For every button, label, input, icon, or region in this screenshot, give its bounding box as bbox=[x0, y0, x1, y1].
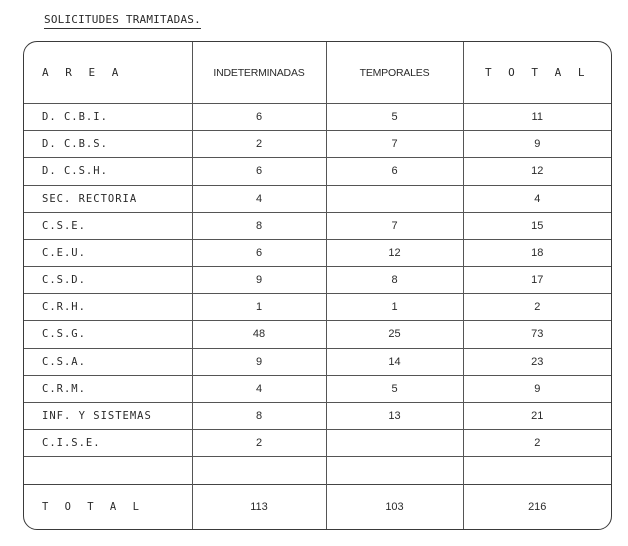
cell-area: C.S.G. bbox=[24, 321, 192, 348]
cell-temporales: 13 bbox=[326, 402, 463, 429]
totals-label: T O T A L bbox=[24, 485, 192, 530]
cell-area: C.E.U. bbox=[24, 239, 192, 266]
cell-indeterminadas: 6 bbox=[192, 239, 326, 266]
table-row bbox=[24, 104, 611, 131]
column-header-area: A R E A bbox=[42, 66, 124, 79]
cell-area: C.S.D. bbox=[24, 267, 192, 294]
cell-area: SEC. RECTORIA bbox=[24, 185, 192, 212]
table-row bbox=[24, 212, 611, 239]
table-row bbox=[24, 348, 611, 375]
blank-row bbox=[24, 457, 611, 485]
column-header-total: T O T A L bbox=[463, 42, 611, 104]
cell-temporales: 5 bbox=[326, 104, 463, 131]
table-row bbox=[24, 185, 611, 212]
cell-temporales bbox=[326, 185, 463, 212]
cell-total: 4 bbox=[463, 185, 611, 212]
cell-total: 9 bbox=[463, 131, 611, 158]
blank-cell bbox=[192, 457, 326, 485]
cell-area: C.S.A. bbox=[24, 348, 192, 375]
cell-temporales bbox=[326, 430, 463, 457]
totals-temporales: 103 bbox=[326, 485, 463, 530]
table-body bbox=[24, 104, 611, 485]
table-row bbox=[24, 131, 611, 158]
blank-cell bbox=[326, 457, 463, 485]
cell-total: 11 bbox=[463, 104, 611, 131]
cell-indeterminadas: 6 bbox=[192, 104, 326, 131]
cell-total: 73 bbox=[463, 321, 611, 348]
cell-temporales: 5 bbox=[326, 375, 463, 402]
cell-indeterminadas: 9 bbox=[192, 348, 326, 375]
totals-total: 216 bbox=[463, 485, 611, 530]
cell-temporales: 8 bbox=[326, 267, 463, 294]
cell-temporales: 25 bbox=[326, 321, 463, 348]
totals-row bbox=[24, 485, 611, 530]
cell-indeterminadas: 2 bbox=[192, 430, 326, 457]
cell-total: 9 bbox=[463, 375, 611, 402]
cell-area: C.R.M. bbox=[24, 375, 192, 402]
header-row bbox=[24, 42, 611, 104]
table-row bbox=[24, 239, 611, 266]
cell-temporales: 7 bbox=[326, 212, 463, 239]
cell-total: 18 bbox=[463, 239, 611, 266]
requests-table bbox=[24, 42, 611, 529]
totals-indeterminadas: 113 bbox=[192, 485, 326, 530]
table-row bbox=[24, 294, 611, 321]
table-row bbox=[24, 430, 611, 457]
cell-area: D. C.S.H. bbox=[24, 158, 192, 185]
cell-total: 12 bbox=[463, 158, 611, 185]
table-row bbox=[24, 321, 611, 348]
cell-temporales: 12 bbox=[326, 239, 463, 266]
cell-total: 15 bbox=[463, 212, 611, 239]
cell-indeterminadas: 4 bbox=[192, 375, 326, 402]
cell-temporales: 7 bbox=[326, 131, 463, 158]
cell-indeterminadas: 8 bbox=[192, 402, 326, 429]
cell-indeterminadas: 6 bbox=[192, 158, 326, 185]
cell-total: 21 bbox=[463, 402, 611, 429]
cell-temporales: 14 bbox=[326, 348, 463, 375]
cell-temporales: 1 bbox=[326, 294, 463, 321]
cell-area: C.R.H. bbox=[24, 294, 192, 321]
requests-table-frame bbox=[23, 41, 612, 530]
cell-area: C.I.S.E. bbox=[24, 430, 192, 457]
cell-area: INF. Y SISTEMAS bbox=[24, 402, 192, 429]
cell-area: D. C.B.S. bbox=[24, 131, 192, 158]
cell-area: D. C.B.I. bbox=[24, 104, 192, 131]
cell-total: 2 bbox=[463, 430, 611, 457]
cell-temporales: 6 bbox=[326, 158, 463, 185]
table-row bbox=[24, 158, 611, 185]
cell-area: C.S.E. bbox=[24, 212, 192, 239]
document-title: SOLICITUDES TRAMITADAS. bbox=[44, 13, 201, 29]
cell-indeterminadas: 48 bbox=[192, 321, 326, 348]
cell-indeterminadas: 4 bbox=[192, 185, 326, 212]
table-row bbox=[24, 267, 611, 294]
cell-indeterminadas: 8 bbox=[192, 212, 326, 239]
cell-total: 23 bbox=[463, 348, 611, 375]
cell-indeterminadas: 1 bbox=[192, 294, 326, 321]
table-row bbox=[24, 375, 611, 402]
cell-indeterminadas: 2 bbox=[192, 131, 326, 158]
column-header-temporales: TEMPORALES bbox=[326, 42, 463, 104]
blank-cell bbox=[463, 457, 611, 485]
blank-cell bbox=[24, 457, 192, 485]
cell-total: 2 bbox=[463, 294, 611, 321]
cell-indeterminadas: 9 bbox=[192, 267, 326, 294]
table-row bbox=[24, 402, 611, 429]
cell-total: 17 bbox=[463, 267, 611, 294]
column-header-indeterminadas: INDETERMINADAS bbox=[192, 42, 326, 104]
